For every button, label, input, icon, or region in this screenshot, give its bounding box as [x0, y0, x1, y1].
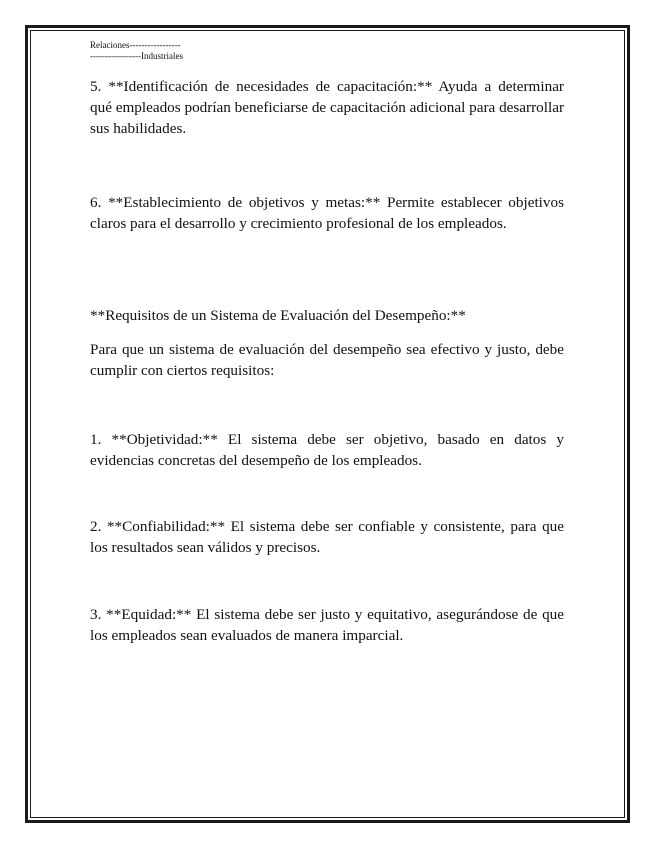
header-line-1: Relaciones----------------- — [90, 40, 181, 50]
paragraph-training-needs: 5. **Identificación de necesidades de capacitación:** Ayuda a determinar qué empleados podrían beneficiarse de capacitación adicional para desarrollar sus habilidades. — [90, 78, 564, 137]
paragraph-reliability: 2. **Confiabilidad:** El sistema debe ser confiable y consistente, para que los resultados sean válidos y precisos. — [90, 518, 564, 556]
paragraph-requirements-intro: Para que un sistema de evaluación del desempeño sea efectivo y justo, debe cumplir con ciertos requisitos: — [90, 341, 564, 379]
section-heading-requirements: **Requisitos de un Sistema de Evaluación del Desempeño:** — [90, 307, 466, 324]
running-header — [90, 40, 183, 62]
paragraph-objectivity: 1. **Objetividad:** El sistema debe ser objetivo, basado en datos y evidencias concretas del desempeño de los empleados. — [90, 431, 564, 469]
page-border-inner — [30, 30, 625, 818]
paragraph-objectives-goals: 6. **Establecimiento de objetivos y metas:** Permite establecer objetivos claros para el desarrollo y crecimiento profesional de los empleados. — [90, 194, 564, 232]
paragraph-equity: 3. **Equidad:** El sistema debe ser justo y equitativo, asegurándose de que los empleados sean evaluados de manera imparcial. — [90, 606, 564, 644]
header-line-2: -----------------Industriales — [90, 51, 183, 61]
